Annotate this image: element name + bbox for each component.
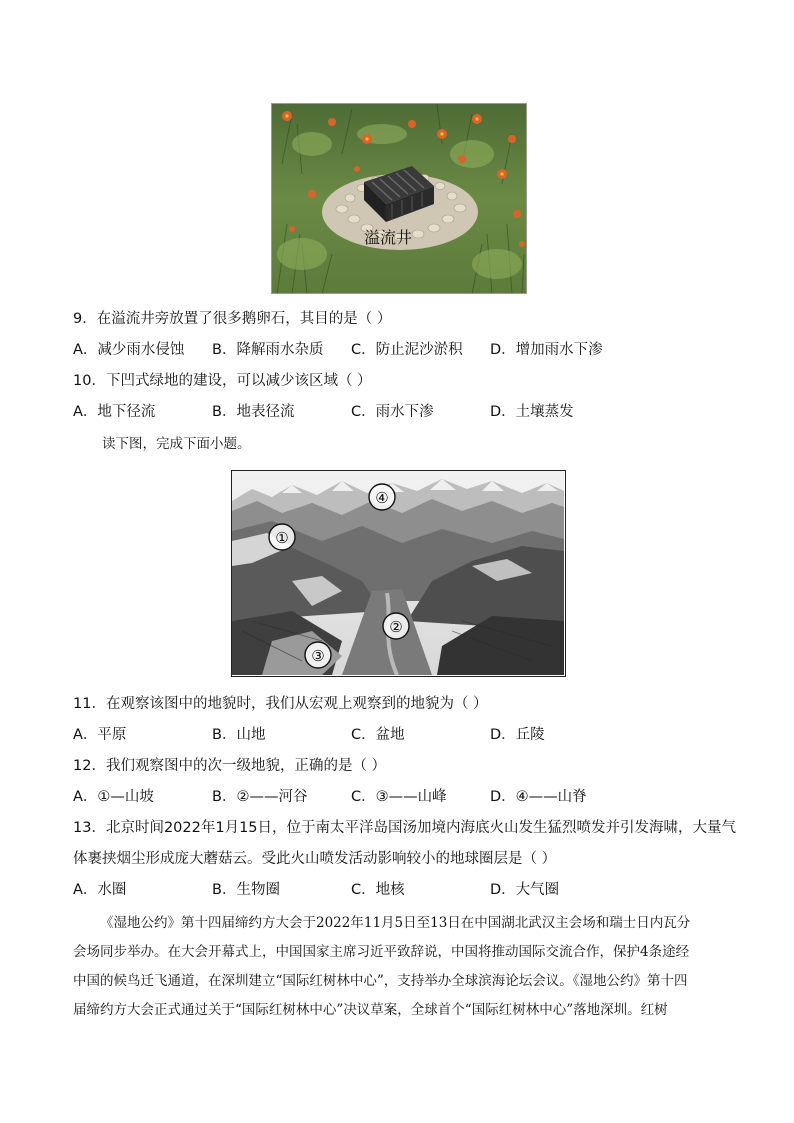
- q12-option-c[interactable]: C．③——山峰: [351, 789, 447, 805]
- q13-option-b[interactable]: B．生物圈: [212, 882, 280, 898]
- question-9-stem: 9．在溢流井旁放置了很多鹅卵石，其目的是（ ）: [73, 311, 392, 327]
- question-12-stem: 12．我们观察图中的次一级地貌，正确的是（ ）: [73, 758, 387, 774]
- q13-option-a[interactable]: A．水圈: [73, 882, 127, 898]
- question-10-options: [73, 402, 574, 422]
- q10-option-c[interactable]: C．雨水下渗: [351, 404, 434, 420]
- q9-option-b[interactable]: B．降解雨水杂质: [212, 342, 324, 358]
- question-11-stem: 11．在观察该图中的地貌时，我们从宏观上观察到的地貌为（ ）: [73, 696, 488, 712]
- marker-3: ③: [311, 647, 325, 665]
- q10-option-d[interactable]: D．土壤蒸发: [490, 404, 574, 420]
- q11-option-b[interactable]: B．山地: [212, 727, 266, 743]
- overflow-well-caption: 溢流井: [364, 228, 413, 247]
- question-13-stem-line1: 13．北京时间2022年1月15日，位于南太平洋岛国汤加境内海底火山发生猛烈喷发并引发海啸，大量气: [73, 820, 737, 836]
- question-12-options: [73, 787, 587, 807]
- passage-line-2: 会场同步举办。在大会开幕式上，中国国家主席习近平致辞说，中国将推动国际交流合作，保护4条途经: [73, 944, 690, 960]
- question-13-options: [73, 880, 559, 900]
- q9-option-a[interactable]: A．减少雨水侵蚀: [73, 342, 185, 358]
- q12-option-d[interactable]: D．④——山脊: [490, 789, 587, 805]
- marker-4: ④: [375, 489, 389, 507]
- overflow-well-image: [272, 104, 527, 294]
- section-intro: 读下图，完成下面小题。: [102, 436, 251, 452]
- q12-option-b[interactable]: B．②——河谷: [212, 789, 308, 805]
- marker-2: ②: [389, 618, 403, 636]
- passage-line-3: 中国的候鸟迁飞通道，在深圳建立“国际红树林中心”，支持举办全球滨海论坛会议。《湿地公约》第十四: [73, 973, 688, 989]
- question-13-stem-line2: 体裹挟烟尘形成庞大蘑菇云。受此火山喷发活动影响较小的地球圈层是（ ）: [73, 851, 557, 867]
- q11-option-c[interactable]: C．盆地: [351, 727, 405, 743]
- q10-option-a[interactable]: A．地下径流: [73, 404, 156, 420]
- mountain-landscape-image: [232, 471, 564, 675]
- q11-option-d[interactable]: D．丘陵: [490, 727, 545, 743]
- q11-option-a[interactable]: A．平原: [73, 727, 127, 743]
- passage-line-4: 届缔约方大会正式通过关于“国际红树林中心”决议草案，全球首个“国际红树林中心”落地深圳。红树: [73, 1002, 668, 1018]
- q9-option-d[interactable]: D．增加雨水下渗: [490, 342, 603, 358]
- overflow-well-photo: [271, 103, 527, 294]
- passage-line-1: 《湿地公约》第十四届缔约方大会于2022年11月5日至13日在中国湖北武汉主会场和瑞士日内瓦分: [100, 915, 691, 931]
- question-10-stem: 10．下凹式绿地的建设，可以减少该区域（ ）: [73, 373, 372, 389]
- q10-option-b[interactable]: B．地表径流: [212, 404, 295, 420]
- marker-1: ①: [275, 529, 289, 547]
- q13-option-c[interactable]: C．地核: [351, 882, 405, 898]
- mountain-landscape-photo: [231, 470, 566, 677]
- question-9-options: [73, 340, 603, 360]
- question-11-options: [73, 725, 545, 745]
- q12-option-a[interactable]: A．①—山坡: [73, 789, 154, 805]
- q9-option-c[interactable]: C．防止泥沙淤积: [351, 342, 463, 358]
- q13-option-d[interactable]: D．大气圈: [490, 882, 560, 898]
